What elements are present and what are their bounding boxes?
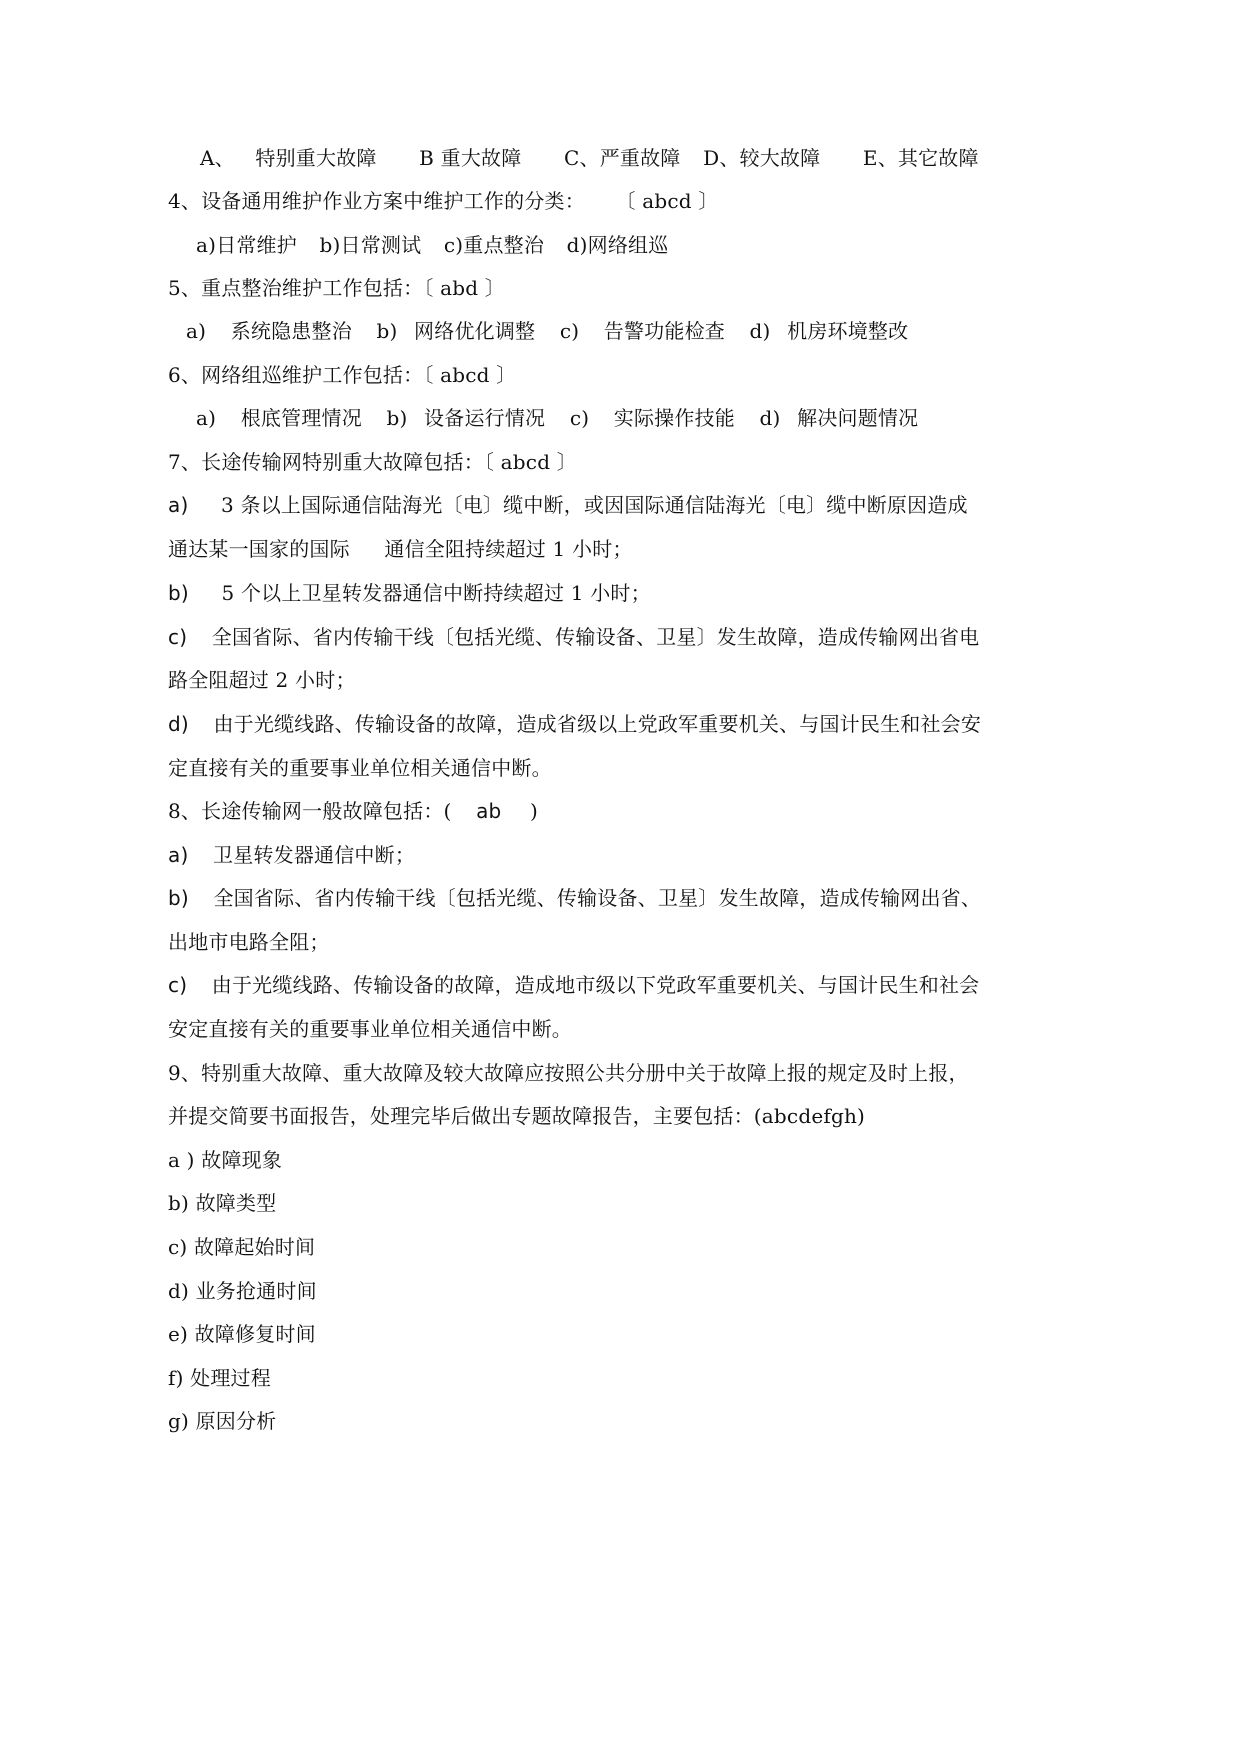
- q5-option-label: c): [559, 319, 580, 343]
- q7-item-b: [168, 578, 651, 608]
- q9-list-item: e) 故障修复时间: [168, 1322, 316, 1346]
- q5-option-label: d): [749, 319, 771, 343]
- q8-item-b-text: 全国省际、省内传输干线〔包括光缆、传输设备、卫星〕发生故障，造成传输网出省、: [213, 886, 982, 910]
- q8-item-c-line1: [168, 970, 979, 1000]
- q8-item-c-line2: 安定直接有关的重要事业单位相关通信中断。: [168, 1017, 572, 1041]
- q8-item-a-text: 卫星转发器通信中断；: [213, 843, 416, 867]
- q5-option-label: a): [186, 319, 207, 343]
- q8-item-c-text: 由于光缆线路、传输设备的故障，造成地市级以下党政军重要机关、与国计民生和社会: [211, 973, 980, 997]
- q7-item-a-line1: [168, 490, 968, 520]
- q5-option-label: b): [376, 319, 398, 343]
- q3-option-c: C、严重故障: [564, 146, 681, 170]
- q7-item-c-label: c): [168, 625, 188, 649]
- q4-question: [168, 186, 719, 216]
- q3-options-line: [200, 143, 979, 173]
- q9-question-line1: 9、特别重大故障、重大故障及较大故障应按照公共分册中关于故障上报的规定及时上报，: [168, 1061, 969, 1085]
- q4-option: d)网络组巡: [566, 233, 669, 257]
- q3-option-a-text: 特别重大故障: [255, 146, 377, 170]
- q5-options-line: [186, 316, 908, 346]
- q5-question: 5、重点整治维护工作包括：〔 abd 〕: [168, 276, 505, 300]
- q8-item-a-label: a): [168, 843, 189, 867]
- q6-option-text: 解决问题情况: [797, 406, 919, 430]
- q6-option-label: b): [386, 406, 408, 430]
- q6-option-text: 实际操作技能: [613, 406, 735, 430]
- q9-list-item: a ) 故障现象: [168, 1148, 283, 1172]
- q7-item-d-label: d): [168, 712, 189, 736]
- q7-item-a-text2a: 通达某一国家的国际: [168, 537, 350, 561]
- q7-item-d-text: 由于光缆线路、传输设备的故障，造成省级以上党政军重要机关、与国计民生和社会安: [213, 712, 982, 736]
- q7-item-a-line2: [168, 534, 633, 564]
- q4-options-line: [196, 230, 668, 260]
- q7-item-c-line1: [168, 622, 979, 652]
- q7-item-d-line1: [168, 709, 981, 739]
- q7-item-a-text2b: 通信全阻持续超过 1 小时；: [384, 537, 633, 561]
- q6-option-text: 根底管理情况: [240, 406, 362, 430]
- q4-option: c)重点整治: [443, 233, 545, 257]
- q4-option: b)日常测试: [319, 233, 422, 257]
- q8-item-b-line2: 出地市电路全阻；: [168, 930, 330, 954]
- q6-question: 6、网络组巡维护工作包括：〔 abcd 〕: [168, 363, 517, 387]
- q3-option-d: D、较大故障: [703, 146, 821, 170]
- q9-list-item: b) 故障类型: [168, 1191, 277, 1215]
- q7-item-b-text: 5 个以上卫星转发器通信中断持续超过 1 小时；: [221, 581, 651, 605]
- q6-option-label: c): [569, 406, 590, 430]
- q8-item-b-label: b): [168, 886, 189, 910]
- q6-options-line: [196, 403, 918, 433]
- q4-text: 4、设备通用维护作业方案中维护工作的分类：: [168, 189, 585, 213]
- q5-option-text: 机房环境整改: [787, 319, 909, 343]
- q9-list-item: d) 业务抢通时间: [168, 1279, 317, 1303]
- q7-question: 7、长途传输网特别重大故障包括：〔 abcd 〕: [168, 450, 577, 474]
- q9-list-item: c) 故障起始时间: [168, 1235, 316, 1259]
- q6-option-label: a): [196, 406, 217, 430]
- q3-option-a-label: A、: [200, 146, 235, 170]
- q7-item-c-text: 全国省际、省内传输干线〔包括光缆、传输设备、卫星〕发生故障，造成传输网出省电: [211, 625, 980, 649]
- q8-answer: ab: [476, 799, 502, 823]
- q4-answer: 〔 abcd 〕: [615, 189, 719, 213]
- q7-item-a-text: 3 条以上国际通信陆海光〔电〕缆中断，或因国际通信陆海光〔电〕缆中断原因造成: [221, 493, 968, 517]
- q6-option-label: d): [759, 406, 781, 430]
- q5-option-text: 系统隐患整治: [230, 319, 352, 343]
- q5-option-text: 告警功能检查: [603, 319, 725, 343]
- q3-option-b: B 重大故障: [419, 146, 522, 170]
- q8-item-a: [168, 840, 415, 870]
- q6-option-text: 设备运行情况: [424, 406, 546, 430]
- q8-item-b-line1: [168, 883, 981, 913]
- q7-item-a-label: a): [168, 493, 189, 517]
- q8-question: [168, 796, 538, 826]
- q9-list-item: g) 原因分析: [168, 1409, 277, 1433]
- q9-question-line2: 并提交简要书面报告，处理完毕后做出专题故障报告，主要包括：(abcdefgh): [168, 1104, 866, 1128]
- q7-item-c-line2: 路全阻超过 2 小时；: [168, 668, 356, 692]
- q8-text: 8、长途传输网一般故障包括：(: [168, 799, 452, 823]
- q9-list-item: f) 处理过程: [168, 1366, 271, 1390]
- q3-option-e: E、其它故障: [862, 146, 979, 170]
- q7-item-d-line2: 定直接有关的重要事业单位相关通信中断。: [168, 756, 552, 780]
- q8-close: ): [530, 799, 539, 823]
- q8-item-c-label: c): [168, 973, 188, 997]
- q5-option-text: 网络优化调整: [414, 319, 536, 343]
- q4-option: a)日常维护: [196, 233, 297, 257]
- q7-item-b-label: b): [168, 581, 189, 605]
